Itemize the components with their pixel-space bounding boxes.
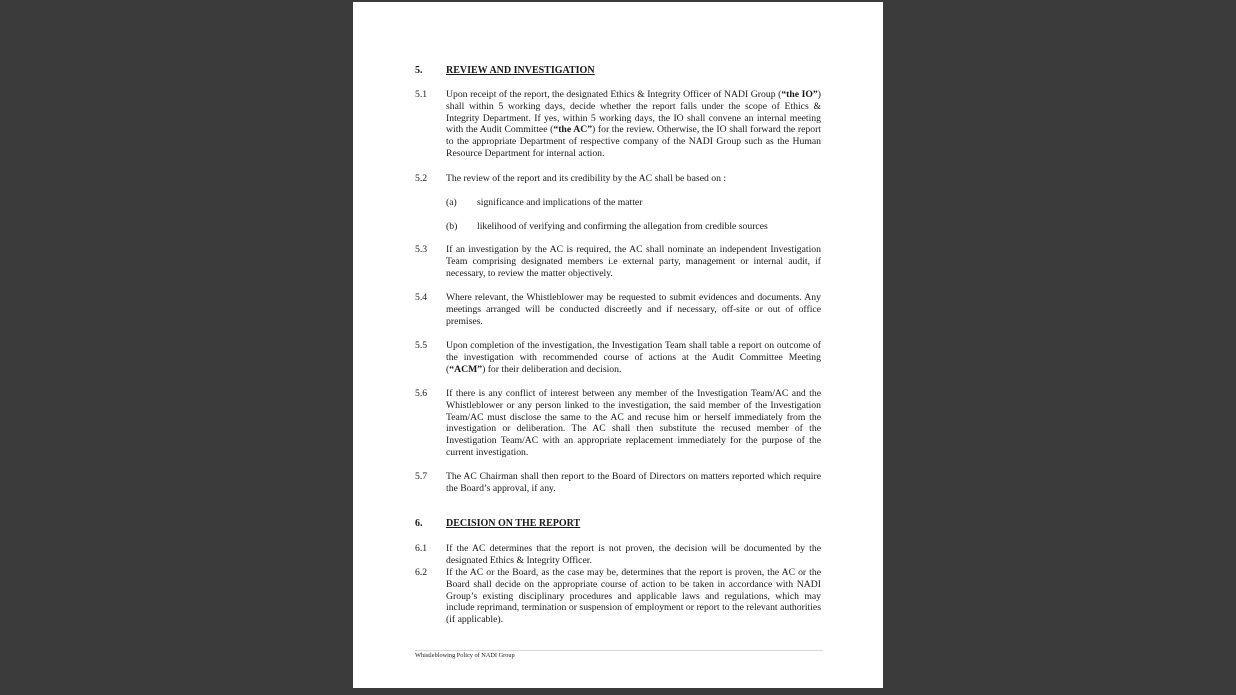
clause-text	[446, 388, 821, 459]
section-title: REVIEW AND INVESTIGATION	[446, 65, 595, 76]
defined-term: “ACM”	[449, 363, 483, 375]
text-run: The review of the report and its credibility by the AC shall be based on :	[446, 173, 727, 184]
text-run: The AC Chairman shall then report to the Board of Directors on matters reported which require the Board’s approval, if any.	[446, 471, 821, 494]
text-run: significance and implications of the matter	[477, 197, 643, 208]
text-run: If an investigation by the AC is required, the AC shall nominate an independent Investigation Team comprising designated members i.e external party, management or internal audit, if necessary, to review the matter objectively.	[446, 244, 821, 279]
section-number: 5.	[415, 65, 423, 76]
defined-term: “the IO”	[781, 89, 818, 100]
text-run: Upon completion of the investigation, the Investigation Team shall table a report on outcome of the investigation with recommended course of actions at the Audit Committee Meeting (	[446, 340, 821, 375]
clause-number: (a)	[446, 197, 457, 208]
text-run: Upon receipt of the report, the designated Ethics & Integrity Officer of NADI Group (	[446, 89, 782, 100]
clause-number: 5.1	[415, 89, 428, 100]
section-number: 6.	[415, 518, 423, 529]
clause-number: 5.4	[415, 292, 428, 303]
text-run: If there is any conflict of interest between any member of the Investigation Team/AC and the Whistleblower or any person linked to the investigation, the said member of the Investigation Team/AC must disclose the same to the AC and recuse him or herself immediately from the investigation or deliberation. The AC shall then substitute the recused member of the Investigation Team/AC with an appropriate replacement immediately for the purpose of the current investigation.	[446, 388, 821, 458]
clause-text	[446, 543, 821, 567]
clause-text	[446, 292, 821, 327]
page-footer: Whistleblowing Policy of NADI Group	[415, 652, 515, 659]
clause-number: 5.3	[415, 244, 428, 255]
clause-number: 5.5	[415, 340, 428, 351]
text-run: ) for the review. Otherwise, the IO shall forward the report to the appropriate Department of respective company of the NADI Group such as the Human Resource Department for internal action.	[446, 124, 821, 159]
document-page	[353, 2, 883, 688]
clause-number: 6.1	[415, 543, 428, 554]
clause-number: 6.2	[415, 567, 428, 578]
clause-number: 5.6	[415, 388, 428, 399]
clause-text	[446, 89, 821, 160]
text-run: ) for their deliberation and decision.	[482, 363, 622, 375]
clause-text	[446, 567, 821, 626]
clause-number: 5.2	[415, 173, 428, 184]
clause-number: (b)	[446, 221, 458, 232]
clause-text	[446, 244, 821, 279]
clause-text	[477, 197, 817, 209]
clause-text	[446, 471, 821, 495]
text-run: If the AC determines that the report is not proven, the decision will be documented by the designated Ethics & Integrity Officer.	[446, 543, 821, 566]
footer-divider	[415, 650, 823, 651]
defined-term: “the AC”	[553, 124, 593, 136]
clause-text	[446, 173, 821, 185]
clause-text	[446, 340, 821, 375]
text-run: likelihood of verifying and confirming the allegation from credible sources	[477, 221, 768, 232]
section-title: DECISION ON THE REPORT	[446, 518, 581, 529]
clause-number: 5.7	[415, 471, 428, 482]
text-run: Where relevant, the Whistleblower may be requested to submit evidences and documents. Any meetings arranged will be conducted discreetly and if necessary, off-site or out of office premises.	[446, 292, 821, 327]
clause-text	[477, 221, 817, 233]
text-run: If the AC or the Board, as the case may be, determines that the report is proven, the AC or the Board shall decide on the appropriate course of action to be taken in accordance with NADI Group’s existing disciplinary procedures and applicable laws and regulations, which may include reprimand, termination or suspension of employment or report to the relevant authorities (if applicable).	[446, 567, 821, 626]
text-run: ) shall within 5 working days, decide whether the report falls under the scope of Ethics & Integrity Department. If yes, within 5 working days, the IO shall convene an internal meeting with the Audit Committee (	[446, 89, 822, 136]
